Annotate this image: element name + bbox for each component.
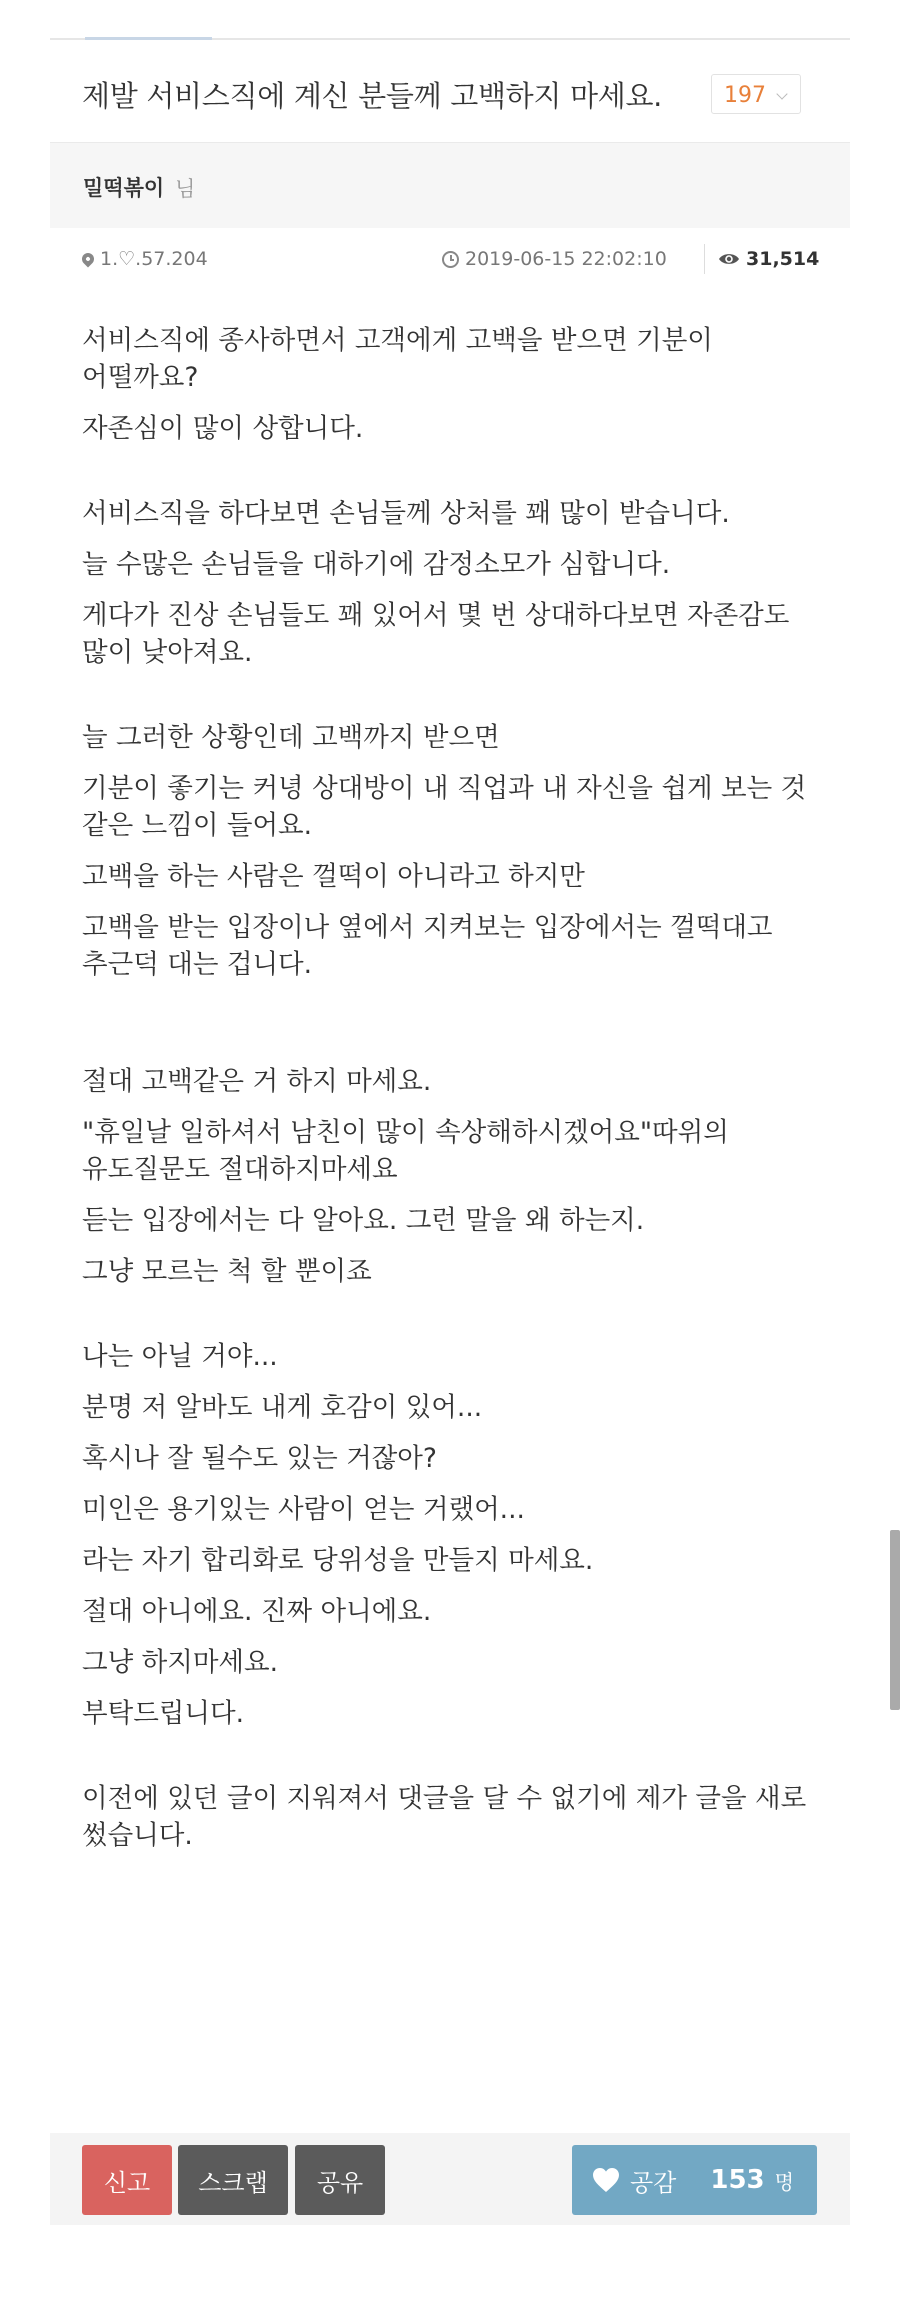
body-line: 이전에 있던 글이 지워져서 댓글을 달 수 없기에 제가 글을 새로 썼습니다.: [82, 1783, 807, 1851]
paragraph: [82, 1063, 822, 1290]
paragraph: [82, 1338, 822, 1732]
chevron-down-icon: [776, 88, 787, 99]
view-count: 31,514: [746, 248, 820, 270]
body-line: 부탁드립니다.: [82, 1698, 245, 1729]
like-button[interactable]: [572, 2145, 817, 2215]
author-name[interactable]: 밀떡볶이: [83, 176, 165, 200]
body-line: 자존심이 많이 상합니다.: [82, 413, 364, 444]
meta-divider: [704, 244, 705, 274]
like-label: 공감: [630, 2168, 677, 2197]
body-line: 듣는 입장에서는 다 알아요. 그런 말을 왜 하는지.: [82, 1205, 645, 1236]
paragraph: [82, 495, 822, 671]
comment-count-dropdown[interactable]: [711, 74, 801, 114]
body-line: 라는 자기 합리화로 당위성을 만들지 마세요.: [82, 1545, 594, 1576]
paragraph: [82, 322, 822, 447]
meta-ip: [82, 248, 208, 270]
top-divider-accent: [85, 37, 212, 40]
post-body: [82, 322, 822, 1902]
share-button[interactable]: 공유: [295, 2145, 385, 2215]
body-line: 분명 저 알바도 내게 호감이 있어...: [82, 1392, 483, 1423]
ip-address: 1.♡.57.204: [100, 248, 208, 270]
post-header: [50, 58, 850, 136]
author-bar: [50, 142, 850, 228]
scrollbar-thumb[interactable]: [890, 1530, 900, 1710]
body-line: 늘 수많은 손님들을 대하기에 감정소모가 심합니다.: [82, 549, 671, 580]
body-line: 고백을 받는 입장이나 옆에서 지켜보는 입장에서는 껄떡대고 추근덕 대는 겁니다.: [82, 912, 773, 980]
body-line: 절대 고백같은 거 하지 마세요.: [82, 1066, 432, 1097]
report-button[interactable]: 신고: [82, 2145, 172, 2215]
comment-count: 197: [724, 83, 766, 108]
body-line: 그냥 모르는 척 할 뿐이죠: [82, 1256, 372, 1287]
body-line: 고백을 하는 사람은 껄떡이 아니라고 하지만: [82, 861, 585, 892]
post-datetime: 2019-06-15 22:02:10: [465, 248, 667, 270]
body-line: 기분이 좋기는 커녕 상대방이 내 직업과 내 자신을 쉽게 보는 것 같은 느낌이 들어요.: [82, 773, 807, 841]
body-line: 나는 아닐 거야...: [82, 1341, 278, 1372]
meta-views: [718, 248, 819, 270]
body-line: 혹시나 잘 될수도 있는 거잖아?: [82, 1443, 437, 1474]
body-line: 게다가 진상 손님들도 꽤 있어서 몇 번 상대하다보면 자존감도 많이 낮아져요.: [82, 600, 790, 668]
paragraph: [82, 1780, 822, 1854]
meta-datetime: [442, 248, 667, 270]
post-meta: [50, 240, 850, 280]
clock-icon: [442, 251, 459, 268]
like-unit: 명: [774, 2169, 794, 2194]
body-line: 절대 아니에요. 진짜 아니에요.: [82, 1596, 432, 1627]
eye-icon: [718, 252, 740, 266]
like-count: 153: [710, 2165, 765, 2195]
body-line: 서비스직을 하다보면 손님들께 상처를 꽤 많이 받습니다.: [82, 498, 730, 529]
post-action-bar: [50, 2133, 850, 2225]
body-line: 그냥 하지마세요.: [82, 1647, 279, 1678]
pin-icon: [80, 251, 97, 268]
post-title: 제발 서비스직에 계신 분들께 고백하지 마세요.: [82, 79, 663, 113]
body-line: 늘 그러한 상황인데 고백까지 받으면: [82, 722, 500, 753]
paragraph: [82, 719, 822, 983]
body-line: 서비스직에 종사하면서 고객에게 고백을 받으면 기분이 어떨까요?: [82, 325, 713, 393]
author-honorific: 님: [175, 177, 196, 201]
body-line: 미인은 용기있는 사람이 얻는 거랬어...: [82, 1494, 525, 1525]
heart-icon: [592, 2167, 620, 2193]
body-line: "휴일날 일하셔서 남친이 많이 속상해하시겠어요"따위의 유도질문도 절대하지마세요: [82, 1117, 729, 1185]
scrap-button[interactable]: 스크랩: [178, 2145, 288, 2215]
